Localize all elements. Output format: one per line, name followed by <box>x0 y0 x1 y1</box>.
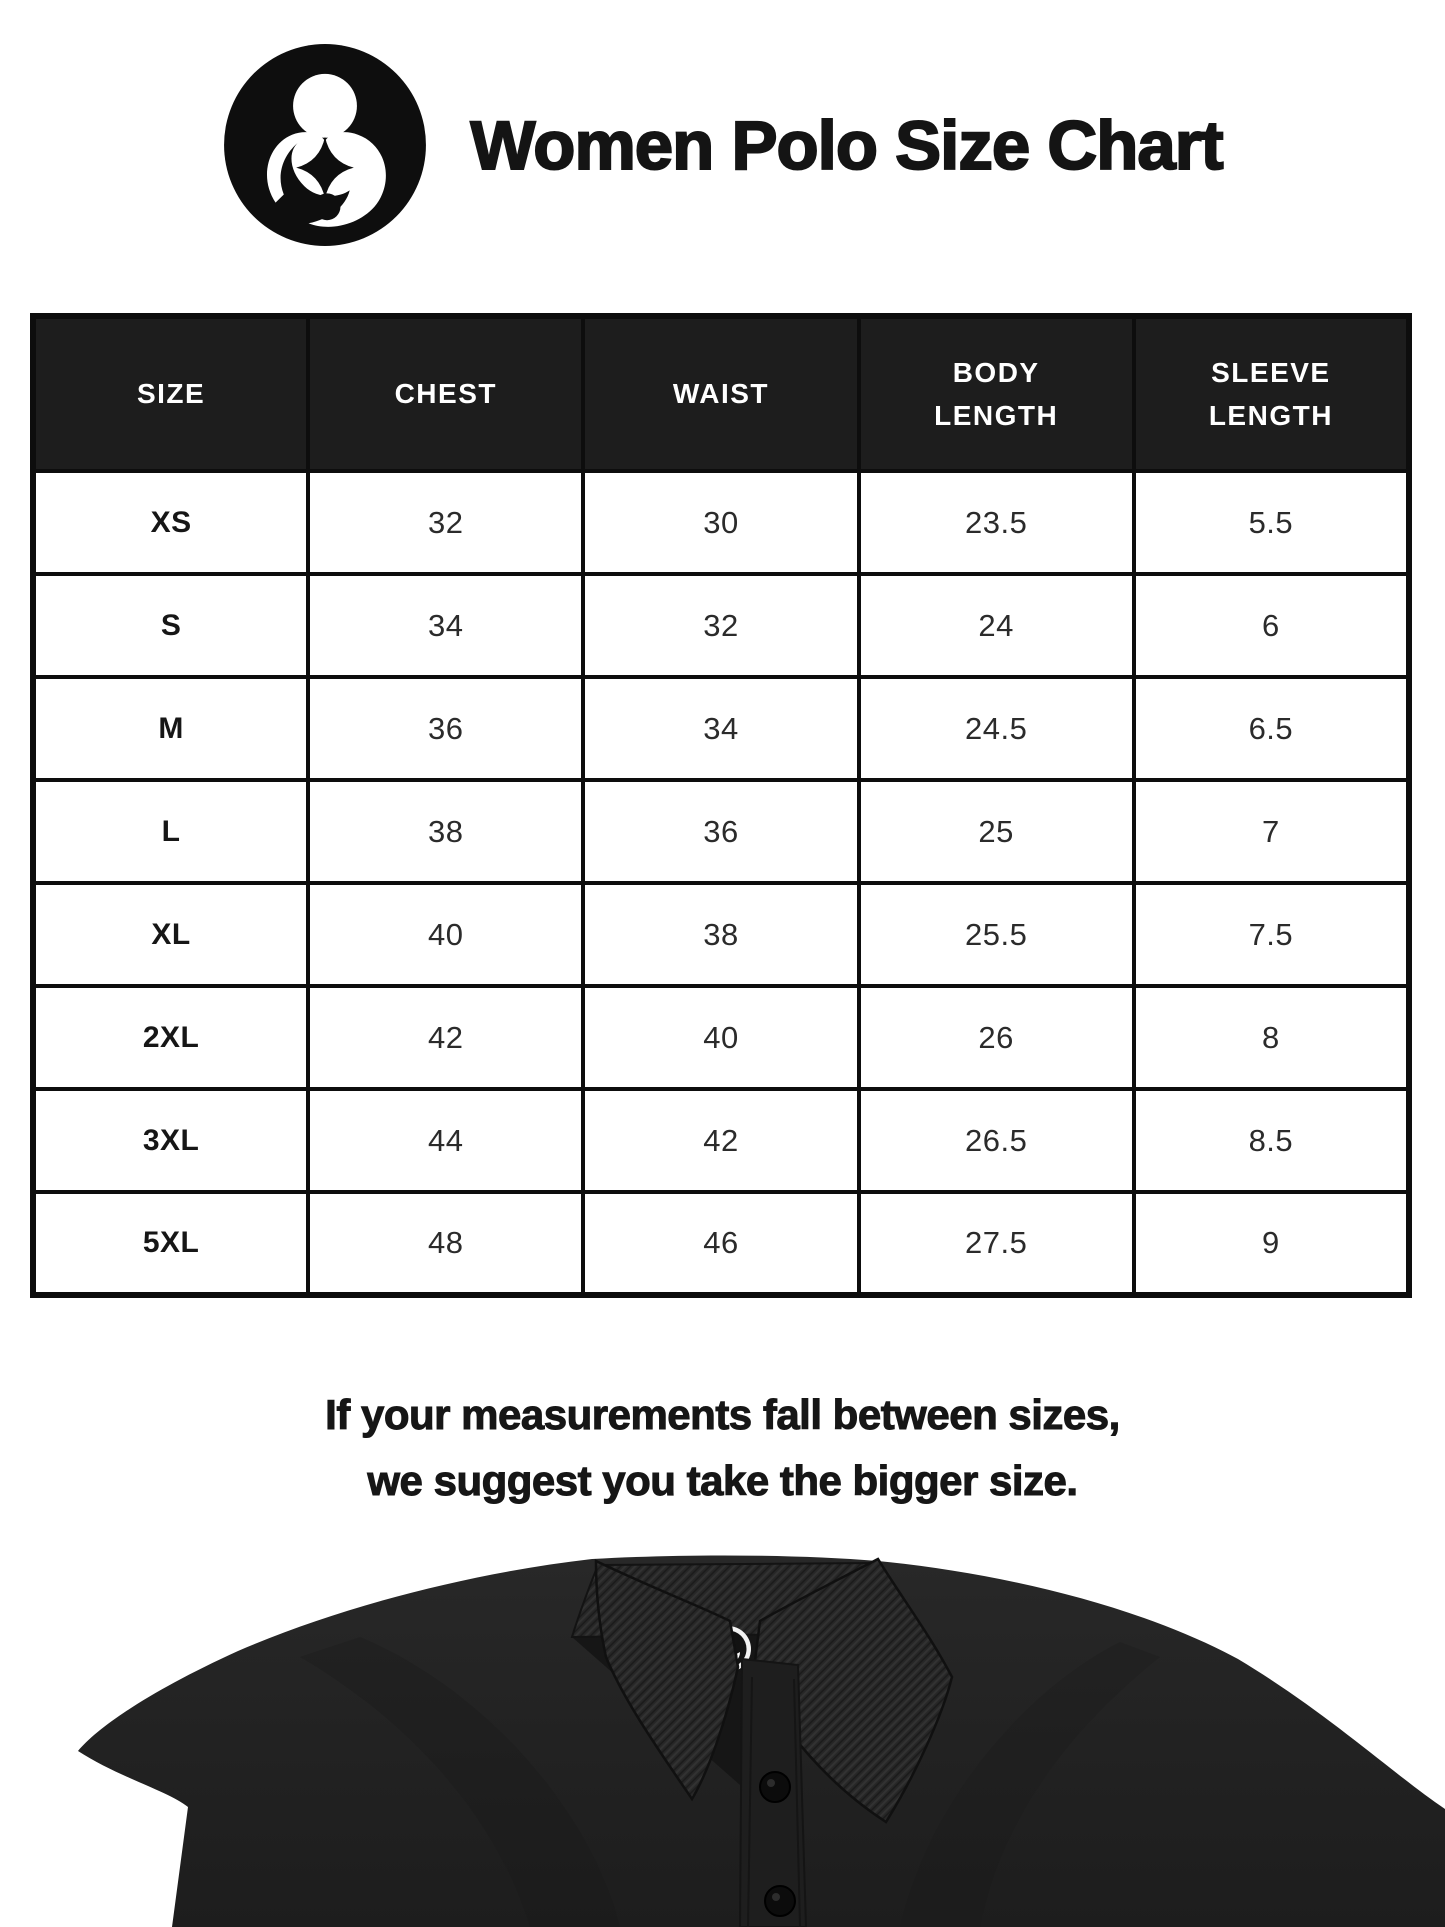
table-row-xs <box>33 471 1409 574</box>
body-length-cell: 24.5 <box>859 677 1134 780</box>
table-row-2xl <box>33 986 1409 1089</box>
shirt-button-bottom <box>765 1886 795 1916</box>
sleeve-length-cell: 7.5 <box>1134 883 1409 986</box>
polo-shirt-image <box>0 1537 1445 1927</box>
page-title: Women Polo Size Chart <box>470 106 1223 184</box>
waist-cell: 34 <box>583 677 858 780</box>
table-row-5xl <box>33 1192 1409 1295</box>
table-row-s <box>33 574 1409 677</box>
table-row-3xl <box>33 1089 1409 1192</box>
chest-cell: 44 <box>308 1089 583 1192</box>
chest-cell: 32 <box>308 471 583 574</box>
waist-cell: 42 <box>583 1089 858 1192</box>
column-header-sleeve-length: SLEEVE LENGTH <box>1134 316 1409 471</box>
size-table <box>30 313 1412 1298</box>
waist-cell: 32 <box>583 574 858 677</box>
page-header <box>0 42 1445 248</box>
body-length-cell: 24 <box>859 574 1134 677</box>
table-row-xl <box>33 883 1409 986</box>
sleeve-length-cell: 7 <box>1134 780 1409 883</box>
sizing-note-line1: If your measurements fall between sizes, <box>325 1391 1120 1438</box>
waist-cell: 36 <box>583 780 858 883</box>
body-length-cell: 25.5 <box>859 883 1134 986</box>
column-header-chest: CHEST <box>308 316 583 471</box>
waist-cell: 30 <box>583 471 858 574</box>
body-length-cell: 26 <box>859 986 1134 1089</box>
body-length-cell: 27.5 <box>859 1192 1134 1295</box>
sleeve-length-cell: 8 <box>1134 986 1409 1089</box>
table-row-l <box>33 780 1409 883</box>
header-row <box>33 316 1409 471</box>
chest-cell: 42 <box>308 986 583 1089</box>
body-length-cell: 25 <box>859 780 1134 883</box>
chest-cell: 40 <box>308 883 583 986</box>
brand-logo-icon <box>222 42 428 248</box>
size-cell: M <box>33 677 308 780</box>
chest-cell: 38 <box>308 780 583 883</box>
sleeve-length-cell: 5.5 <box>1134 471 1409 574</box>
waist-cell: 38 <box>583 883 858 986</box>
waist-cell: 40 <box>583 986 858 1089</box>
shirt-button-top <box>760 1772 790 1802</box>
sleeve-length-cell: 8.5 <box>1134 1089 1409 1192</box>
chest-cell: 34 <box>308 574 583 677</box>
column-header-size: SIZE <box>33 316 308 471</box>
size-table-header <box>33 316 1409 471</box>
sleeve-length-cell: 6 <box>1134 574 1409 677</box>
sleeve-length-cell: 9 <box>1134 1192 1409 1295</box>
sleeve-length-cell: 6.5 <box>1134 677 1409 780</box>
size-cell: XL <box>33 883 308 986</box>
sizing-note <box>0 1382 1445 1514</box>
chest-cell: 48 <box>308 1192 583 1295</box>
column-header-body-length: BODY LENGTH <box>859 316 1134 471</box>
body-length-cell: 23.5 <box>859 471 1134 574</box>
size-cell: 2XL <box>33 986 308 1089</box>
column-header-waist: WAIST <box>583 316 858 471</box>
size-cell: S <box>33 574 308 677</box>
waist-cell: 46 <box>583 1192 858 1295</box>
size-cell: 3XL <box>33 1089 308 1192</box>
sizing-note-line2: we suggest you take the bigger size. <box>367 1456 1078 1504</box>
body-length-cell: 26.5 <box>859 1089 1134 1192</box>
table-row-m <box>33 677 1409 780</box>
size-cell: L <box>33 780 308 883</box>
chest-cell: 36 <box>308 677 583 780</box>
size-cell: XS <box>33 471 308 574</box>
size-cell: 5XL <box>33 1192 308 1295</box>
